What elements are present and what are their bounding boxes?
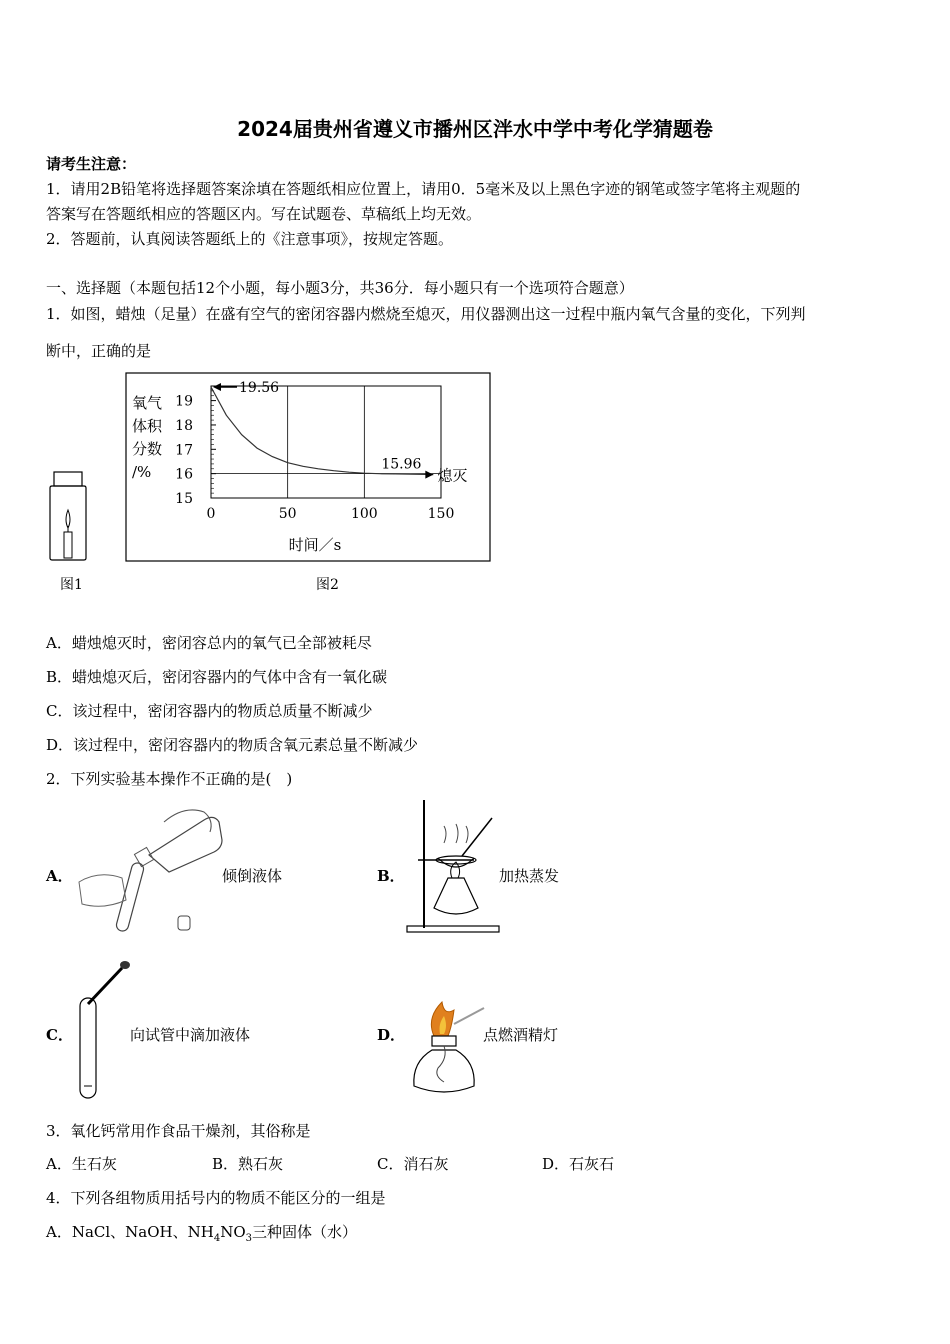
notice-heading: 请考生注意： — [46, 155, 137, 173]
q2-option-d-label: D． — [377, 1026, 406, 1044]
notice-item-2: 2．答题前，认真阅读答题纸上的《注意事项》，按规定答题。 — [46, 230, 454, 248]
q1-option-c: C．该过程中，密闭容器内的物质总质量不断减少 — [46, 702, 373, 720]
q2-option-d-text: 点燃酒精灯 — [483, 1026, 559, 1044]
fig2-chart — [125, 372, 491, 562]
chart-x-tick-label: 150 — [427, 506, 455, 522]
q2-option-b-label: B． — [377, 867, 405, 885]
chart-annotation-extinguished: 熄灭 — [437, 466, 468, 485]
notice-item-1-line-1: 1．请用2B铅笔将选择题答案涂填在答题纸相应位置上，请用0．5毫米及以上黑色字迹的钢笔或签字笔将主观题的 — [46, 180, 801, 198]
q3-stem: 3．氧化钙常用作食品干燥剂，其俗称是 — [46, 1122, 311, 1140]
q3-option-a: A．生石灰 — [46, 1155, 117, 1173]
q1-option-a: A．蜡烛熄灭时，密闭容总内的氧气已全部被耗尽 — [46, 634, 372, 652]
lighting-alcohol-lamp-illustration — [404, 998, 494, 1103]
fig1-candle-jar — [44, 470, 94, 565]
q4-stem: 4．下列各组物质用括号内的物质不能区分的一组是 — [46, 1189, 386, 1207]
q3-option-c: C．消石灰 — [377, 1155, 449, 1173]
q2-option-b-text: 加热蒸发 — [499, 867, 560, 885]
q2-option-c-label: C． — [46, 1026, 73, 1044]
fig1-caption: 图1 — [60, 577, 83, 593]
chart-x-tick-label: 100 — [350, 506, 378, 522]
q3-option-b: B．熟石灰 — [212, 1155, 284, 1173]
q4-option-a-mid: NO — [220, 1223, 246, 1241]
q4-option-a-sub-2: 3 — [245, 1233, 253, 1244]
q2-option-c-text: 向试管中滴加液体 — [130, 1026, 251, 1044]
q2-stem: 2．下列实验基本操作不正确的是( ) — [46, 770, 293, 788]
chart-y-tick-label: 17 — [175, 442, 193, 459]
q4-option-a-suffix: 三种固体（水） — [252, 1223, 358, 1241]
chart-annotation-end-value: 15.96 — [381, 456, 422, 473]
q1-stem-line-2: 断中，正确的是 — [46, 342, 152, 360]
q1-option-d: D．该过程中，密闭容器内的物质含氧元素总量不断减少 — [46, 736, 419, 754]
q3-option-d: D．石灰石 — [542, 1155, 615, 1173]
heating-evaporation-illustration — [404, 798, 504, 938]
q1-option-b: B．蜡烛熄灭后，密闭容器内的气体中含有一氧化碳 — [46, 668, 388, 686]
chart-y-tick-label: 16 — [175, 466, 193, 483]
q4-option-a-sub-1: 4 — [213, 1233, 221, 1244]
chart-y-axis-label-line: 分数 — [132, 440, 163, 458]
page-title: 2024届贵州省遵义市播州区泮水中学中考化学猜题卷 — [237, 117, 713, 141]
q2-option-a-label: A． — [46, 867, 73, 885]
chart-y-tick-label: 19 — [175, 393, 193, 410]
chart-x-axis-label: 时间／s — [288, 536, 342, 554]
chart-x-tick-label: 50 — [278, 506, 297, 522]
chart-x-tick-label: 0 — [206, 506, 216, 522]
chart-y-axis-label-line: /% — [132, 463, 152, 481]
fig2-caption: 图2 — [316, 577, 339, 593]
chart-y-axis-label-line: 氧气 — [132, 394, 163, 412]
chart-annotation-start: 19.56 — [239, 379, 280, 396]
chart-y-tick-label: 18 — [175, 417, 193, 434]
section-heading: 一、选择题（本题包括12个小题，每小题3分，共36分．每小题只有一个选项符合题意） — [46, 279, 634, 297]
q4-option-a — [46, 1221, 357, 1244]
chart-y-tick-label: 15 — [175, 491, 193, 507]
q2-option-a-text: 倾倒液体 — [222, 867, 283, 885]
q4-option-a-prefix: A．NaCl、NaOH、NH — [46, 1223, 214, 1241]
notice-item-1-line-2: 答案写在答题纸相应的答题区内。写在试题卷、草稿纸上均无效。 — [46, 205, 482, 223]
chart-y-axis-label-line: 体积 — [132, 417, 163, 435]
pouring-liquid-illustration — [74, 800, 224, 940]
q1-stem-line-1: 1．如图，蜡烛（足量）在盛有空气的密闭容器内燃烧至熄灭，用仪器测出这一过程中瓶内氧气含量的变化，下列判 — [46, 305, 806, 323]
